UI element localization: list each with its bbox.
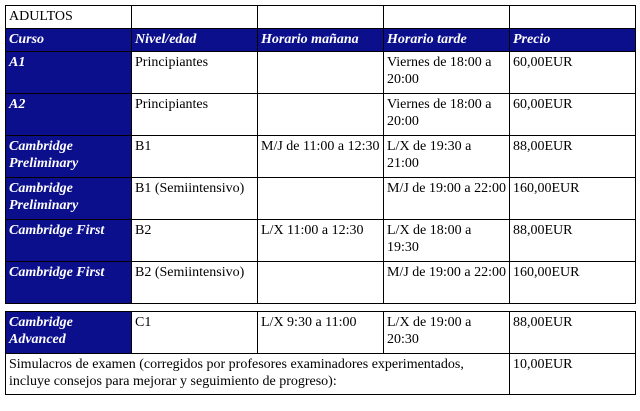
course-name: Cambridge First: [6, 220, 132, 262]
table-title: ADULTOS: [6, 6, 132, 29]
course-afternoon: L/X de 19:30 a 21:00: [384, 136, 510, 178]
empty-cell: [258, 6, 384, 29]
course-price: 88,00EUR: [510, 136, 636, 178]
course-morning: [258, 178, 384, 220]
table-row: [6, 312, 636, 354]
header-row: [6, 29, 636, 52]
course-name: Cambridge Preliminary: [6, 178, 132, 220]
course-morning: L/X 11:00 a 12:30: [258, 220, 384, 262]
table-row: [6, 220, 636, 262]
course-afternoon: M/J de 19:00 a 22:00: [384, 262, 510, 304]
course-level: B1 (Semiintensivo): [132, 178, 258, 220]
course-name: A1: [6, 52, 132, 94]
table-row: [6, 94, 636, 136]
course-level: B1: [132, 136, 258, 178]
course-level: B2 (Semiintensivo): [132, 262, 258, 304]
course-price: 160,00EUR: [510, 178, 636, 220]
header-course: Curso: [6, 29, 132, 52]
spacer-cell: [6, 304, 636, 312]
course-level: Principiantes: [132, 94, 258, 136]
table-title-row: [6, 6, 636, 29]
table-row: [6, 262, 636, 304]
header-level: Nivel/edad: [132, 29, 258, 52]
course-name: Cambridge Preliminary: [6, 136, 132, 178]
header-price: Precio: [510, 29, 636, 52]
course-price: 88,00EUR: [510, 220, 636, 262]
empty-cell: [132, 6, 258, 29]
course-price: 160,00EUR: [510, 262, 636, 304]
table-row: [6, 178, 636, 220]
course-price: 88,00EUR: [510, 312, 636, 354]
course-afternoon: Viernes de 18:00 a 20:00: [384, 52, 510, 94]
table-row: [6, 52, 636, 94]
mock-exams-description: Simulacros de examen (corregidos por profesores examinadores experimentados, incluye consejos para mejorar y seguimiento de progreso):: [6, 354, 510, 395]
header-morning: Horario mañana: [258, 29, 384, 52]
course-price: 60,00EUR: [510, 94, 636, 136]
courses-table: [5, 5, 636, 395]
course-afternoon: L/X de 18:00 a 19:30: [384, 220, 510, 262]
course-morning: [258, 94, 384, 136]
spacer-row: [6, 304, 636, 312]
header-afternoon: Horario tarde: [384, 29, 510, 52]
empty-cell: [510, 6, 636, 29]
course-name: Cambridge Advanced: [6, 312, 132, 354]
table-row: [6, 136, 636, 178]
course-price: 60,00EUR: [510, 52, 636, 94]
course-morning: [258, 52, 384, 94]
mock-exams-row: [6, 354, 636, 395]
course-level: Principiantes: [132, 52, 258, 94]
course-name: Cambridge First: [6, 262, 132, 304]
course-name: A2: [6, 94, 132, 136]
course-level: B2: [132, 220, 258, 262]
course-afternoon: M/J de 19:00 a 22:00: [384, 178, 510, 220]
empty-cell: [384, 6, 510, 29]
course-morning: M/J de 11:00 a 12:30: [258, 136, 384, 178]
course-level: C1: [132, 312, 258, 354]
course-morning: [258, 262, 384, 304]
mock-exams-price: 10,00EUR: [510, 354, 636, 395]
course-afternoon: Viernes de 18:00 a 20:00: [384, 94, 510, 136]
course-afternoon: L/X de 19:00 a 20:30: [384, 312, 510, 354]
course-morning: L/X 9:30 a 11:00: [258, 312, 384, 354]
